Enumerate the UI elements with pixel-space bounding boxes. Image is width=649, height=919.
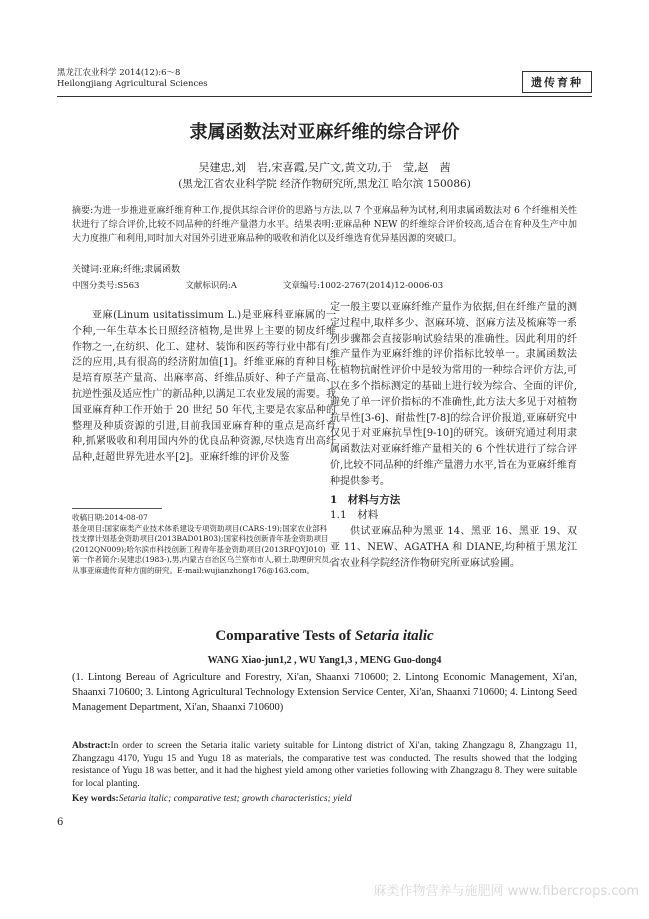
en-title-species: Setaria italic	[354, 628, 434, 644]
abstract-text: In order to screen the Setaria italic variety suitable for Lintong district of Xi'an, taking Zhangzagu 8, Zhangzagu 11, Zhangzagu 4170, Yugu 15 and Yugu 18 as materials, the comparative test was conducted. The results showed that the lodging resistance of Yugu 18 was better, and it had the highest yield among other varieties following with Zhangzagu 8. They were suitable for local planting.	[72, 741, 577, 789]
document-code: 文献标识码:A	[185, 281, 237, 291]
abstract-en	[72, 740, 577, 790]
section-heading-1-1: 1.1 材料	[330, 509, 379, 522]
keywords-cn: 关键词:亚麻;纤维;隶属函数	[72, 265, 181, 275]
author-bio: 第一作者简介:吴建忠(1983-),男,内蒙古自治区乌兰察布市人,硕士,助理研究员,从事亚麻遗传育种方面的研究。E-mail:wujianzhong176@163.com。	[72, 555, 332, 575]
body-right-text: 定一般主要以亚麻纤维产量作为依据,但在纤维产量的测定过程中,取样多少、沤麻环境、沤麻方法及梳麻等一系列步骤都会直接影响试验结果的准确性。因此利用的纤维产量作为亚麻纤维的评价指标比较单一。隶属函数法在植物抗耐性评价中是较为常用的一种综合评价方法,可以在多个指标测定的基础上进行较为综合、全面的评价,避免了单一评价指标的不准确性,此方法大多见于对植物抗旱性[3-6]、耐盐性[7-8]的综合评价报道,亚麻研究中仅见于对亚麻抗旱性[9-10]的研究。该研究通过利用隶属函数法对亚麻纤维产量相关的 6 个性状进行了综合评价,比较不同品种的纤维产量潜力水平,旨在为亚麻纤维育种提供参考。	[330, 302, 577, 487]
abstract-label: Abstract:	[72, 741, 111, 751]
article-number: 文章编号:1002-2767(2014)12-0006-03	[282, 281, 444, 291]
keywords-text: Setaria italic; comparative test; growth characteristics; yield	[118, 794, 352, 804]
abstract-cn: 摘要:为进一步推进亚麻纤维育种工作,提供其综合评价的思路与方法,以 7 个亚麻品种为试材,利用隶属函数法对 6 个纤维相关性状进行了综合评价,比较不同品种的纤维产量潜力水平。结果表明:亚麻品种 NEW 的纤维综合评价较高,适合在育种及生产中加大力度推广和利用,同时加大对国外引进亚麻品种的吸收和消化以及纤维选育优异基因源的突破口。	[72, 206, 577, 244]
funding-note: 基金项目:国家麻类产业技术体系建设专项资助项目(CARS-19);国家农业部科技支撑计划基金资助项目(2013BAD01B03);国家科技创新青年基金资助项目(2012QN009);哈尔滨市科技创新工程青年基金资助项目(2013RFQYJ010)	[72, 523, 329, 554]
footnote-divider	[72, 508, 162, 509]
keywords-en	[72, 794, 577, 804]
en-title-text: Comparative Tests of	[215, 628, 355, 644]
affiliation-cn: (黑龙江省农业科学院 经济作物研究所,黑龙江 哈尔滨 150086)	[178, 178, 471, 190]
paper-title-cn: 隶属函数法对亚麻纤维的综合评价	[189, 122, 460, 143]
section-heading-1: 1 材料与方法	[330, 493, 401, 506]
journal-name-cn: 黑龙江农业科学 2014(12):6～8	[57, 68, 181, 78]
footnotes	[72, 513, 332, 576]
authors-en: WANG Xiao-jun1,2 , WU Yang1,3 , MENG Guo-dong4	[207, 655, 442, 666]
site-watermark: 麻类作物营养与施肥网 www.fibercrops.com	[373, 884, 639, 899]
section-tag: 遗传育种	[522, 71, 592, 93]
header-divider	[57, 96, 592, 97]
paper-title-en	[0, 628, 649, 645]
clc-number: 中图分类号:S563	[72, 281, 140, 291]
page-number: 6	[57, 817, 64, 828]
article-meta	[72, 279, 577, 291]
keywords-label: Key words:	[72, 794, 119, 804]
authors-cn: 吴建忠,刘 岩,宋喜霞,吴广文,黄文功,于 莹,赵 茜	[198, 161, 451, 174]
body-right-column	[330, 300, 577, 572]
materials-text: 供试亚麻品种为黑亚 14、黑亚 16、黑亚 19、双亚 11、NEW、AGATHA 和 DIANE,均种植于黑龙江省农业科学院经济作物研究所亚麻试验圃。	[330, 526, 577, 569]
received-date: 收稿日期:2014-08-07	[72, 513, 148, 522]
affiliation-en: (1. Lintong Bereau of Agriculture and Forestry, Xi'an, Shaanxi 710600; 2. Lintong Economic Management, Xi'an, Shaanxi 710600; 3. Lintong Agricultural Technology Extension Service Center, Xi'an, Shaanxi 710600; 4. Lintong Seed Management Department, Xi'an, Shaanxi 710600)	[72, 672, 577, 713]
journal-header	[57, 68, 208, 90]
body-left-column: 亚麻(Linum usitatissimum L.)是亚麻科亚麻属的一个种,一年生草本长日照经济植物,是世界上主要的韧皮纤维作物之一,在纺织、化工、建材、装饰和医药等行业中都有广泛的应用,具有很高的经济附加值[1]。纤维亚麻的育种目标是培育原茎产量高、出麻率高、纤维品质好、种子产量高、抗逆性强及适应性广的新品种,以满足工农业发展的需要。我国亚麻育种工作开始于 20 世纪 50 年代,主要是农家品种的整理及种质资源的引进,目前我国亚麻育种的重点是高纤育种,抓紧吸收和利用国内外的优良品种资源,尽快选育出高纤品种,赶超世界先进水平[2]。亚麻纤维的评价及鉴	[72, 310, 336, 464]
journal-name-en: Heilongjiang Agricultural Sciences	[57, 79, 208, 89]
